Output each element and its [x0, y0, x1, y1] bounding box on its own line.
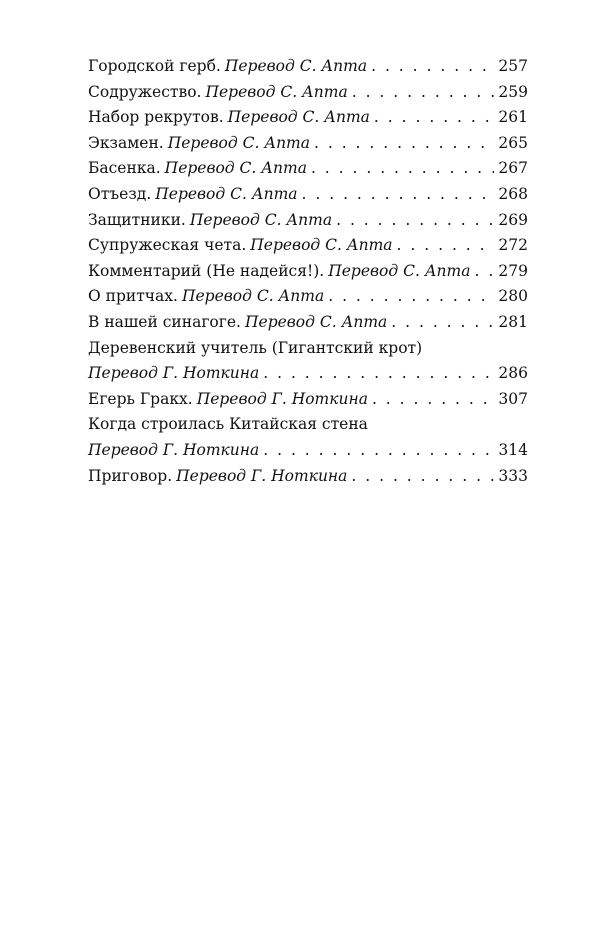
toc-entry-translator: Перевод С. Апта: [155, 184, 298, 203]
toc-entry-title: Супружеская чета.: [88, 236, 247, 255]
dot-leader: [352, 80, 495, 106]
toc-entry-title: Комментарий (Не надейся!).: [88, 261, 325, 280]
toc-entry-translator: Перевод С. Апта: [167, 133, 310, 152]
table-of-contents: [88, 54, 528, 489]
toc-entry-title: Содружество.: [88, 82, 202, 101]
toc-entry: [88, 54, 528, 80]
toc-entry-page: 281: [498, 312, 528, 331]
dot-leader: [351, 464, 494, 490]
toc-entry-title: Отъезд.: [88, 184, 152, 203]
dot-leader: [374, 105, 494, 131]
dot-leader: [314, 131, 494, 157]
dot-leader: [371, 54, 494, 80]
toc-entry-title: В нашей синагоге.: [88, 312, 241, 331]
toc-entry-translator: Перевод С. Апта: [181, 287, 325, 306]
toc-entry: [88, 208, 528, 234]
toc-entry-page: 268: [498, 184, 528, 203]
toc-entry: [88, 182, 528, 208]
toc-entry: [88, 284, 528, 310]
toc-entry-page: 307: [498, 389, 528, 408]
toc-entry-translator: Перевод С. Апта: [164, 159, 307, 178]
toc-entry-translator: Перевод С. Апта: [250, 236, 393, 255]
toc-entry-title: Защитники.: [88, 210, 186, 229]
toc-entry-page: 269: [498, 210, 528, 229]
toc-entry-title: О притчах.: [88, 287, 178, 306]
toc-entry-page: 279: [498, 261, 528, 280]
dot-leader: [263, 438, 494, 464]
toc-entry-translator: Перевод С. Апта: [227, 108, 370, 127]
toc-entry: [88, 361, 528, 387]
toc-entry-page: 261: [498, 108, 528, 127]
toc-entry: [88, 80, 528, 106]
dot-leader: [336, 208, 494, 234]
toc-entry: [88, 310, 528, 336]
toc-entry-title: Когда строилась Китайская стена: [88, 415, 368, 434]
toc-entry-page: 257: [498, 57, 528, 75]
toc-entry-translator: Перевод Г. Ноткина: [88, 364, 260, 383]
dot-leader: [391, 310, 494, 336]
toc-entry-title: Егерь Гракх.: [88, 389, 193, 408]
toc-entry-translator: Перевод С. Апта: [224, 57, 368, 75]
dot-leader: [397, 233, 495, 259]
toc-entry-page: 280: [498, 287, 528, 306]
dot-leader: [302, 182, 495, 208]
toc-entry-title: Набор рекрутов.: [88, 108, 224, 127]
toc-entry-title: Городской герб.: [88, 57, 221, 75]
toc-entry: [88, 438, 528, 464]
toc-entry-page: 314: [498, 440, 528, 459]
toc-entry: [88, 131, 528, 157]
toc-entry: [88, 259, 528, 285]
toc-entry-translator: Перевод С. Апта: [189, 210, 333, 229]
toc-entry: [88, 464, 528, 490]
toc-entry: [88, 387, 528, 413]
toc-entry-translator: Перевод Г. Ноткина: [88, 440, 260, 459]
toc-entry-page: 265: [498, 133, 528, 152]
toc-entry-page: 259: [498, 82, 528, 101]
toc-entry: [88, 156, 528, 182]
toc-entry-translator: Перевод С. Апта: [245, 312, 388, 331]
dot-leader: [311, 156, 494, 182]
toc-entry-translator: Перевод Г. Ноткина: [176, 466, 348, 485]
toc-entry-translator: Перевод С. Апта: [205, 82, 348, 101]
toc-entry-title: Басенка.: [88, 159, 161, 178]
toc-entry-title: Деревенский учитель (Гигантский крот): [88, 338, 423, 357]
toc-entry-title-line: [88, 336, 528, 362]
dot-leader: [263, 361, 494, 387]
toc-entry: [88, 233, 528, 259]
toc-entry: [88, 105, 528, 131]
toc-entry-page: 333: [498, 466, 528, 485]
toc-entry-page: 286: [498, 364, 528, 383]
toc-entry-title: Приговор.: [88, 466, 173, 485]
toc-entry-title: Экзамен.: [88, 133, 164, 152]
dot-leader: [474, 259, 494, 285]
dot-leader: [328, 284, 494, 310]
toc-entry-title-line: [88, 412, 528, 438]
toc-entry-page: 267: [498, 159, 528, 178]
dot-leader: [372, 387, 494, 413]
toc-entry-translator: Перевод Г. Ноткина: [196, 389, 368, 408]
toc-entry-translator: Перевод С. Апта: [328, 261, 471, 280]
toc-entry-page: 272: [498, 236, 528, 255]
